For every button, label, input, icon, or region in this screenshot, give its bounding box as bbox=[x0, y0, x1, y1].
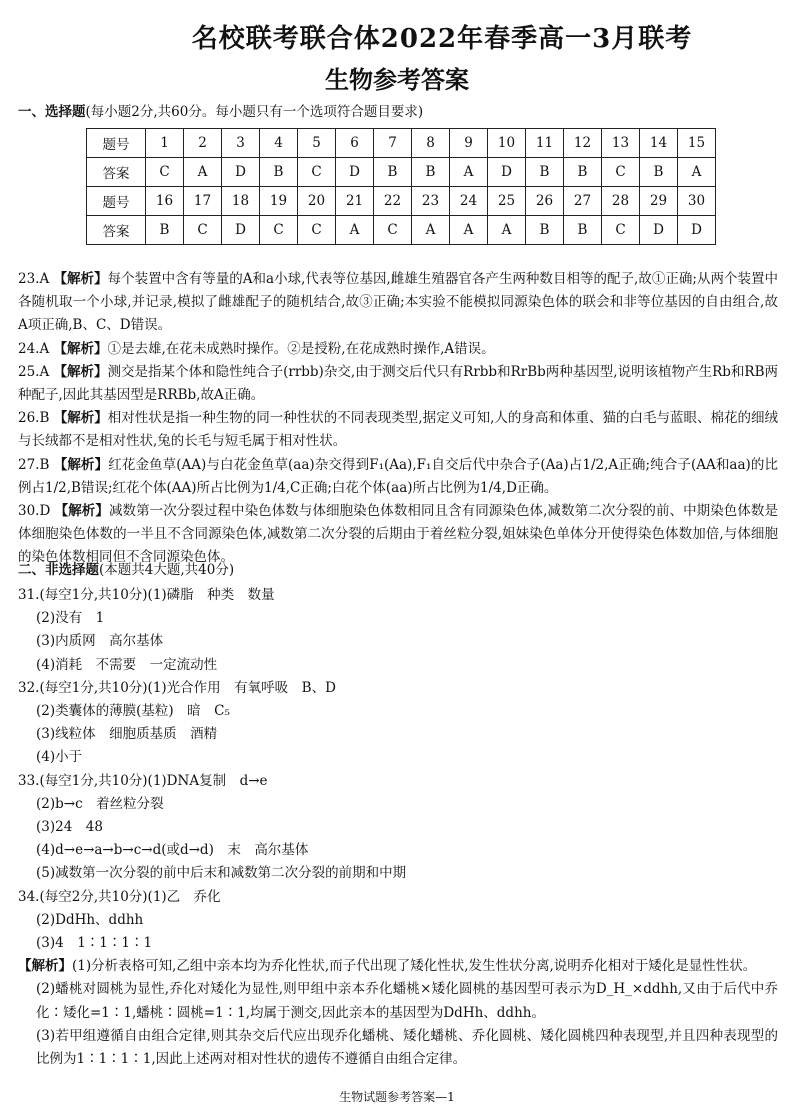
page-title: 名校联考联合体2022年春季高一3月联考 bbox=[191, 24, 693, 54]
question-number-cell: 16 bbox=[146, 187, 184, 216]
answer-cell: A bbox=[412, 216, 450, 245]
answer-cell: D bbox=[488, 158, 526, 187]
question-number-cell: 11 bbox=[526, 129, 564, 158]
question-answer-line: (4)小于 bbox=[36, 749, 83, 766]
explanation-number: 27.B bbox=[18, 456, 50, 473]
question-number-cell: 18 bbox=[222, 187, 260, 216]
question-number-cell: 10 bbox=[488, 129, 526, 158]
explanation-tag: 【解析】 bbox=[53, 363, 108, 380]
section-1-label: 一、选择题 bbox=[18, 104, 86, 120]
row-label: 答案 bbox=[87, 216, 146, 245]
question-number-cell: 28 bbox=[602, 187, 640, 216]
question-answer-head: 31.(每空1分,共10分)(1)磷脂 种类 数量 bbox=[18, 587, 275, 603]
explanation-tag: 【解析】 bbox=[53, 271, 108, 287]
q34-analysis-p2: (2)蟠桃对圆桃为显性,乔化对矮化为显性,则甲组中亲本乔化蟠桃×矮化圆桃的基因型可表示为D_H_×ddhh,又由于后代中乔化∶矮化=1∶1,蟠桃∶圆桃=1∶1,均属于测交,因此亲本的基因型为DdHh、ddhh。 bbox=[36, 981, 778, 1021]
answer-cell: D bbox=[222, 216, 260, 245]
table-row bbox=[87, 158, 716, 187]
question-answer-line: (2)没有 1 bbox=[36, 610, 105, 627]
explanation-item bbox=[18, 361, 778, 407]
answer-cell: C bbox=[184, 216, 222, 245]
answer-cell: B bbox=[526, 216, 564, 245]
answer-cell: C bbox=[260, 216, 298, 245]
explanation-text: 测交是指某个体和隐性纯合子(rrbb)杂交,由于测交后代只有Rrbb和RrBb两种基因型,说明该植物产生Rb和RB两种配子,因此其基因型是RRBb,故A正确。 bbox=[18, 363, 779, 404]
answer-cell: B bbox=[564, 158, 602, 187]
question-number-cell: 23 bbox=[412, 187, 450, 216]
explanation-number: 25.A bbox=[18, 363, 50, 380]
question-number-cell: 15 bbox=[678, 129, 716, 158]
question-answer-line: (3)内质网 高尔基体 bbox=[36, 633, 164, 650]
answer-cell: B bbox=[260, 158, 298, 187]
explanation-number: 24.A bbox=[18, 340, 50, 357]
row-label: 题号 bbox=[87, 187, 146, 216]
question-answer-line: (4)消耗 不需要 一定流动性 bbox=[36, 656, 218, 673]
question-number-cell: 17 bbox=[184, 187, 222, 216]
explanation-tag: 【解析】 bbox=[53, 456, 109, 473]
question-number-cell: 26 bbox=[526, 187, 564, 216]
answer-cell: B bbox=[564, 216, 602, 245]
explanation-tag: 【解析】 bbox=[53, 340, 108, 357]
answer-cell: C bbox=[146, 158, 184, 187]
explanation-item bbox=[18, 407, 778, 453]
question-number-cell: 21 bbox=[336, 187, 374, 216]
explanation-number: 26.B bbox=[18, 410, 50, 427]
question-number-cell: 5 bbox=[298, 129, 336, 158]
explanation-text: 红花金鱼草(AA)与白花金鱼草(aa)杂交得到F₁(Aa),F₁自交后代中杂合子(Aa)占1/2,A正确;纯合子(AA和aa)的比例占1/2,B错误;红花个体(AA)所占比例为1/4,C正确;白花个体(aa)所占比例为1/4,D正确。 bbox=[18, 456, 779, 496]
section-1-note: (每小题2分,共60分。每小题只有一个选项符合题目要求) bbox=[85, 104, 424, 120]
question-number-cell: 7 bbox=[374, 129, 412, 158]
q34-analysis-p3: (3)若甲组遵循自由组合定律,则其杂交后代应出现乔化蟠桃、矮化蟠桃、乔化圆桃、矮化圆桃四种表现型,并且四种表现型的比例为1∶1∶1∶1,因此上述两对相对性状的遗传不遵循自由组合定律。 bbox=[36, 1027, 778, 1068]
answer-cell: C bbox=[298, 216, 336, 245]
table-row bbox=[87, 187, 716, 216]
question-number-cell: 19 bbox=[260, 187, 298, 216]
answer-cell: A bbox=[488, 216, 526, 245]
question-number-cell: 1 bbox=[146, 129, 184, 158]
explanation-tag: 【解析】 bbox=[54, 503, 109, 520]
explanation-text: ①是去雄,在花未成熟时操作。②是授粉,在花成熟时操作,A错误。 bbox=[107, 340, 495, 357]
explanation-item bbox=[18, 338, 778, 361]
question-answer-line: (2)b→c 着丝粒分裂 bbox=[36, 795, 164, 812]
q34-analysis-tag: 【解析】 bbox=[18, 958, 72, 975]
answer-cell: A bbox=[184, 158, 222, 187]
question-answer-line: (3)24 48 bbox=[36, 819, 103, 836]
question-answer-line: (5)减数第一次分裂的前中后末和减数第二次分裂的前期和中期 bbox=[36, 865, 407, 882]
page-footer: 生物试题参考答案—1 bbox=[339, 1090, 455, 1104]
answer-cell: C bbox=[298, 158, 336, 187]
answer-cell: D bbox=[222, 158, 260, 187]
table-row bbox=[87, 216, 716, 245]
question-number-cell: 9 bbox=[450, 129, 488, 158]
answer-cell: A bbox=[450, 216, 488, 245]
section-2-label: 二、非选择题 bbox=[18, 562, 99, 578]
question-number-cell: 6 bbox=[336, 129, 374, 158]
question-number-cell: 27 bbox=[564, 187, 602, 216]
question-number-cell: 3 bbox=[222, 129, 260, 158]
question-answer-head: 34.(每空2分,共10分)(1)乙 乔化 bbox=[18, 888, 221, 905]
question-number-cell: 4 bbox=[260, 129, 298, 158]
explanation-number: 23.A bbox=[18, 271, 50, 287]
question-number-cell: 30 bbox=[678, 187, 716, 216]
question-number-cell: 8 bbox=[412, 129, 450, 158]
explanation-number: 30.D bbox=[18, 503, 51, 520]
question-answer-line: (3)线粒体 细胞质基质 酒精 bbox=[36, 726, 218, 743]
answer-cell: A bbox=[336, 216, 374, 245]
section-1-heading bbox=[18, 102, 423, 122]
page-subtitle: 生物参考答案 bbox=[325, 66, 469, 94]
q34-analysis-p1: 【解析】(1)分析表格可知,乙组中亲本均为乔化性状,而子代出现了矮化性状,发生性状分离,说明乔化相对于矮化是显性性状。 bbox=[18, 958, 757, 975]
answer-cell: B bbox=[146, 216, 184, 245]
answer-cell: B bbox=[640, 158, 678, 187]
row-label: 题号 bbox=[87, 129, 146, 158]
explanations bbox=[18, 268, 778, 570]
answer-cell: B bbox=[374, 158, 412, 187]
answer-table bbox=[86, 128, 716, 245]
question-number-cell: 2 bbox=[184, 129, 222, 158]
question-number-cell: 14 bbox=[640, 129, 678, 158]
section-2-note: (本题共4大题,共40分) bbox=[99, 562, 235, 578]
question-number-cell: 25 bbox=[488, 187, 526, 216]
explanation-tag: 【解析】 bbox=[53, 410, 108, 427]
question-answer-line: (2)DdHh、ddhh bbox=[36, 911, 144, 928]
answer-cell: B bbox=[412, 158, 450, 187]
question-answer-line: (4)d→e→a→b→c→d(或d→d) 末 高尔基体 bbox=[36, 842, 309, 859]
answer-cell: D bbox=[640, 216, 678, 245]
answer-cell: D bbox=[336, 158, 374, 187]
non-choice-answers bbox=[18, 584, 778, 1071]
question-number-cell: 13 bbox=[602, 129, 640, 158]
answer-cell: A bbox=[450, 158, 488, 187]
question-answer-head: 32.(每空1分,共10分)(1)光合作用 有氧呼吸 B、D bbox=[18, 679, 336, 696]
question-number-cell: 24 bbox=[450, 187, 488, 216]
question-answer-line: (3)4 1∶1∶1∶1 bbox=[36, 935, 153, 952]
table-row bbox=[87, 129, 716, 158]
question-number-cell: 12 bbox=[564, 129, 602, 158]
answer-cell: B bbox=[526, 158, 564, 187]
explanation-item bbox=[18, 454, 778, 500]
explanation-item bbox=[18, 268, 778, 338]
answer-cell: C bbox=[374, 216, 412, 245]
question-number-cell: 29 bbox=[640, 187, 678, 216]
answer-cell: C bbox=[602, 158, 640, 187]
explanation-text: 每个装置中含有等量的A和a小球,代表等位基因,雌雄生殖器官各产生两种数目相等的配子,故①正确;从两个装置中各随机取一个小球,并记录,模拟了雌雄配子的随机结合,故③正确;本实验不能模拟同源染色体的联会和非等位基因的自由组合,故A项正确,B、C、D错误。 bbox=[18, 271, 779, 334]
answer-cell: C bbox=[602, 216, 640, 245]
question-number-cell: 20 bbox=[298, 187, 336, 216]
explanation-text: 相对性状是指一种生物的同一种性状的不同表现类型,据定义可知,人的身高和体重、猫的白毛与蓝眼、棉花的细绒与长绒都不是相对性状,兔的长毛与短毛属于相对性状。 bbox=[18, 410, 778, 450]
answer-cell: D bbox=[678, 216, 716, 245]
question-answer-line: (2)类囊体的薄膜(基粒) 暗 C₅ bbox=[36, 703, 230, 720]
question-answer-head: 33.(每空1分,共10分)(1)DNA复制 d→e bbox=[18, 772, 268, 789]
answer-cell: A bbox=[678, 158, 716, 187]
row-label: 答案 bbox=[87, 158, 146, 187]
question-number-cell: 22 bbox=[374, 187, 412, 216]
explanation-text: 减数第一次分裂过程中染色体数与体细胞染色体数相同且含有同源染色体,减数第二次分裂的前、中期染色体数是体细胞染色体数的一半且不含同源染色体,减数第二次分裂的后期由于着丝粒分裂,姐妹染色单体分开使得染色体数加倍,与体细胞的染色体数相同但不含同源染色体。 bbox=[18, 503, 779, 566]
section-2-heading bbox=[18, 560, 234, 580]
